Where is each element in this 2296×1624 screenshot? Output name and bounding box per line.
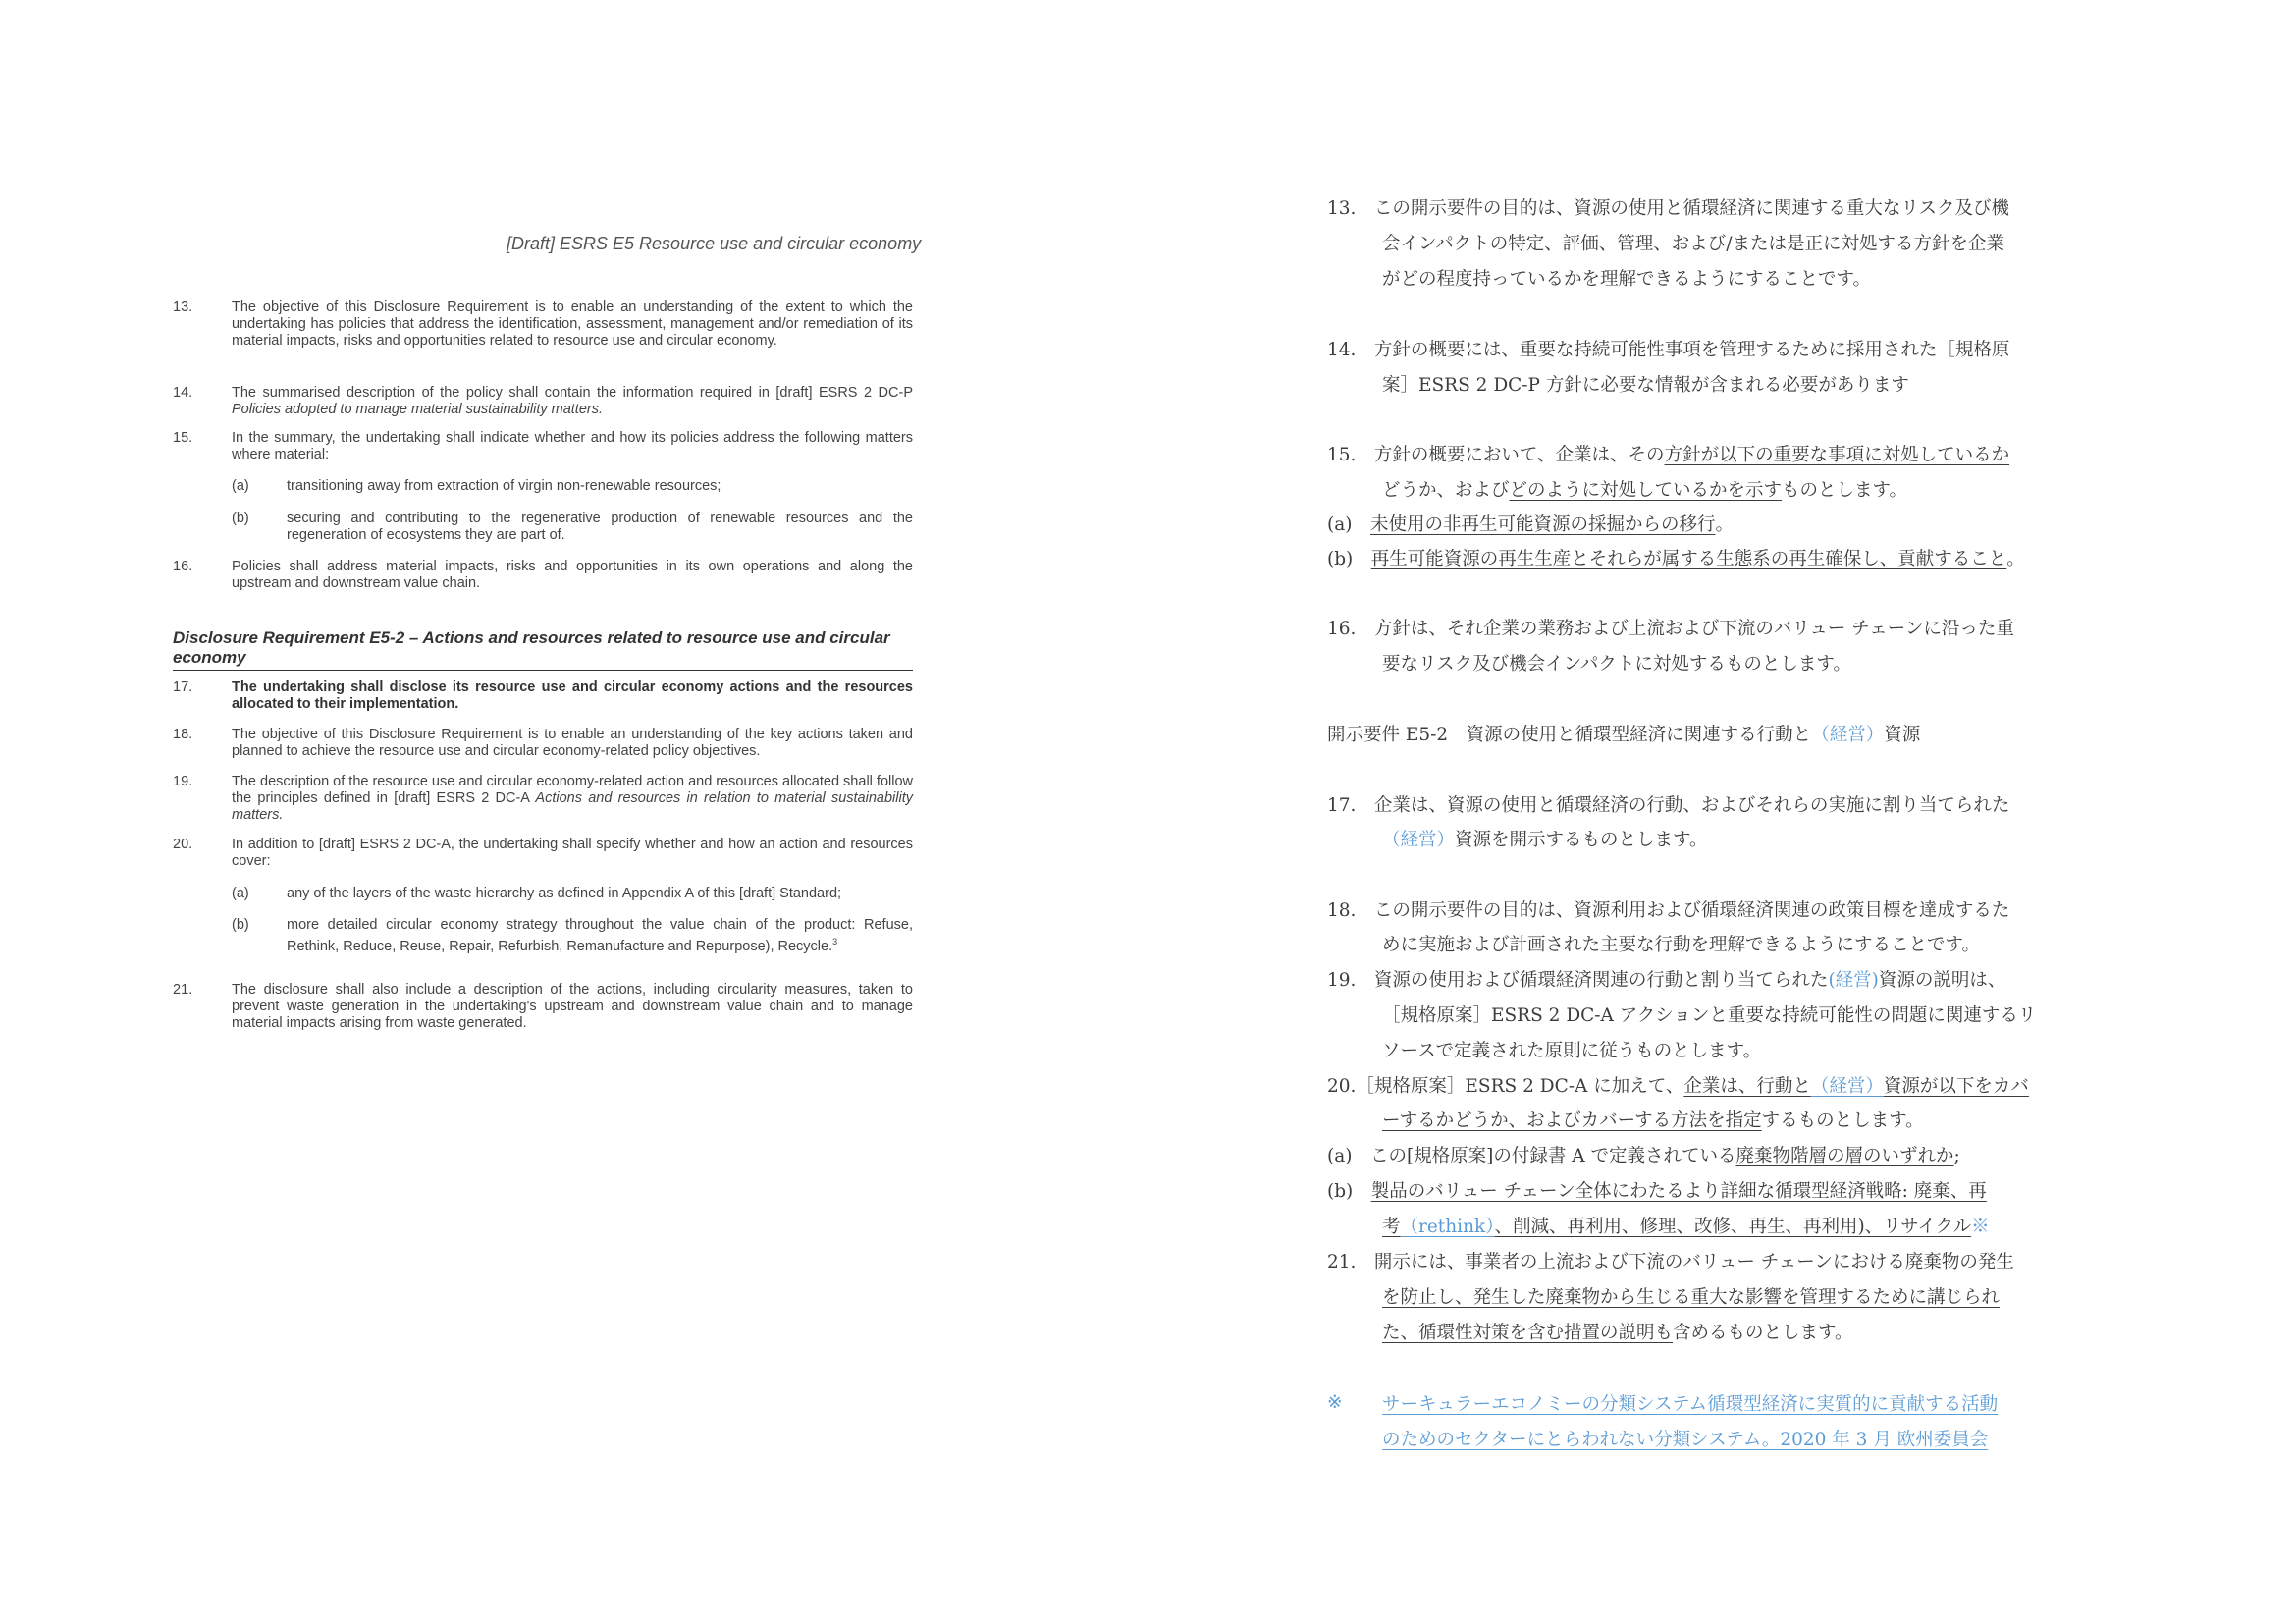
paragraph-20 — [173, 837, 913, 870]
paragraph-17 — [173, 679, 913, 713]
paragraph-number: 15. — [173, 430, 193, 446]
paragraph-number: 17. — [173, 679, 193, 695]
jp-line: を防止し、発生した廃棄物から生じる重大な影響を管理するために講じられ — [1382, 1287, 2001, 1308]
jp-line: 21. 開示には、事業者の上流および下流のバリュー チェーンにおける廃棄物の発生 — [1327, 1252, 2014, 1272]
jp-line: 要なリスク及び機会インパクトに対処するものとします。 — [1382, 654, 1851, 675]
jp-line: た、循環性対策を含む措置の説明も含めるものとします。 — [1382, 1323, 1853, 1343]
jp-line: （経営）資源を開示するものとします。 — [1382, 830, 1708, 850]
list-item-20b: (b) more detailed circular economy strategy throughout the value chain of the product: Refuse, Rethink, Reduce, Reuse, Repair, Refurbish, Remanufacture and Repurpose), Recycle.$^3$ — [232, 917, 913, 954]
footnote-link[interactable]: のためのセクターにとらわれない分類システム。2020 年 3 月 欧州委員会 — [1382, 1430, 1989, 1450]
jp-list-item-b: (b) 製品のバリュー チェーン全体にわたるより詳細な循環型経済戦略: 廃棄、再 — [1327, 1181, 1987, 1202]
paragraph-text: The objective of this Disclosure Requirement is to enable an understanding of the extent to which the undertaking has policies that address the identification, assessment, management and/or remediation of its material impacts, risks and opportunities related to resource use and circular economy. — [232, 299, 913, 349]
paragraph-15 — [173, 430, 913, 463]
document-title: [Draft] ESRS E5 Resource use and circular economy — [507, 234, 922, 253]
paragraph-number: 19. — [173, 774, 193, 789]
jp-line: 20.［規格原案］ESRS 2 DC-A に加えて、企業は、行動と（経営）資源が以下をカバ — [1327, 1076, 2029, 1097]
jp-line: 会インパクトの特定、評価、管理、および/または是正に対処する方針を企業 — [1382, 234, 2004, 254]
jp-line: 15. 方針の概要において、企業は、その方針が以下の重要な事項に対処しているか — [1327, 445, 2010, 465]
paragraph-16 — [173, 559, 913, 592]
paragraph-number: 18. — [173, 727, 193, 742]
jp-list-item-b: (b) 再生可能資源の再生生産とそれらが属する生態系の再生確保し、貢献すること。 — [1327, 549, 2025, 569]
paragraph-text: The summarised description of the policy shall contain the information required in [draft] ESRS 2 DC-P Policies adopted to manage material sustainability matters. — [232, 385, 913, 417]
jp-line: どうか、およびどのように対処しているかを示すものとします。 — [1382, 480, 1908, 501]
paragraph-21 — [173, 982, 913, 1032]
jp-line: 14. 方針の概要には、重要な持続可能性事項を管理するために採用された［規格原 — [1327, 340, 2010, 360]
jp-line: 考（rethink）、削減、再利用、修理、改修、再生、再利用)、リサイクル※ — [1382, 1217, 1990, 1237]
paragraph-18 — [173, 727, 913, 760]
paragraph-text: The description of the resource use and circular economy-related action and resources allocated shall follow the principles defined in [draft] ESRS 2 DC-A Actions and resources in relation to material sustainability matters. — [232, 774, 913, 823]
footnote-marker: 3 — [832, 937, 838, 947]
paragraph-14 — [173, 385, 913, 418]
list-item-15b: (b) securing and contributing to the regenerative production of renewable resources and the regeneration of ecosystems they are part of. — [232, 511, 913, 543]
paragraph-text: The undertaking shall disclose its resource use and circular economy actions and the resources allocated to their implementation. — [232, 679, 913, 712]
jp-line: ーするかどうか、およびカバーする方法を指定するものとします。 — [1382, 1110, 1924, 1131]
list-item-15a: (a) transitioning away from extraction of virgin non-renewable resources; — [232, 478, 721, 494]
jp-line: がどの程度持っているかを理解できるようにすることです。 — [1382, 269, 1872, 290]
jp-line: ［規格原案］ESRS 2 DC-A アクションと重要な持続可能性の問題に関連するリ — [1382, 1005, 2037, 1026]
jp-line: 18. この開示要件の目的は、資源利用および循環経済関連の政策目標を達成するた — [1327, 900, 2010, 921]
jp-line: 案］ESRS 2 DC-P 方針に必要な情報が含まれる必要があります — [1382, 375, 1909, 396]
footnote-link[interactable]: サーキュラーエコノミーの分類システム循環型経済に実質的に貢献する活動 — [1382, 1394, 1999, 1415]
jp-list-item-a: (a) この[規格原案]の付録書 A で定義されている廃棄物階層の層のいずれか; — [1327, 1146, 1960, 1166]
paragraph-text: Policies shall address material impacts, risks and opportunities in its own operations and along the upstream and downstream value chain. — [232, 559, 913, 591]
paragraph-number: 20. — [173, 837, 193, 852]
paragraph-text: In addition to [draft] ESRS 2 DC-A, the undertaking shall specify whether and how an action and resources cover: — [232, 837, 913, 869]
paragraph-number: 21. — [173, 982, 193, 998]
paragraph-text: The objective of this Disclosure Requirement is to enable an understanding of the key actions taken and planned to achieve the resource use and circular economy-related policy objectives. — [232, 727, 913, 759]
jp-line: 17. 企業は、資源の使用と循環経済の行動、およびそれらの実施に割り当てられた — [1327, 795, 2010, 816]
jp-line: 16. 方針は、それ企業の業務および上流および下流のバリュー チェーンに沿った重 — [1327, 619, 2014, 639]
footnote-marker: ※ — [1327, 1392, 1343, 1413]
section-heading: Disclosure Requirement E5-2 – Actions and resources related to resource use and circular economy — [173, 628, 913, 671]
paragraph-number: 16. — [173, 559, 193, 574]
paragraph-text: The disclosure shall also include a description of the actions, including circularity measures, taken to prevent waste generation in the undertaking's upstream and downstream value chain and to manage material impacts arising from waste generated. — [232, 982, 913, 1031]
paragraph-19 — [173, 774, 913, 824]
paragraph-number: 14. — [173, 385, 193, 401]
jp-line: 13. この開示要件の目的は、資源の使用と循環経済に関連する重大なリスク及び機 — [1327, 198, 2010, 219]
paragraph-number: 13. — [173, 299, 193, 315]
jp-line: めに実施および計画された主要な行動を理解できるようにすることです。 — [1382, 935, 1981, 955]
jp-list-item-a: (a) 未使用の非再生可能資源の採掘からの移行。 — [1327, 514, 1734, 535]
paragraph-text: In the summary, the undertaking shall indicate whether and how its policies address the following matters where material: — [232, 430, 913, 462]
jp-line: ソースで定義された原則に従うものとします。 — [1382, 1041, 1762, 1061]
list-item-20a: (a) any of the layers of the waste hierarchy as defined in Appendix A of this [draft] Standard; — [232, 886, 842, 901]
jp-line: 19. 資源の使用および循環経済関連の行動と割り当てられた(経営)資源の説明は、 — [1327, 970, 2006, 991]
jp-section-heading: 開示要件 E5-2 資源の使用と循環型経済に関連する行動と（経営）資源 — [1327, 725, 1921, 745]
paragraph-13 — [173, 299, 913, 350]
